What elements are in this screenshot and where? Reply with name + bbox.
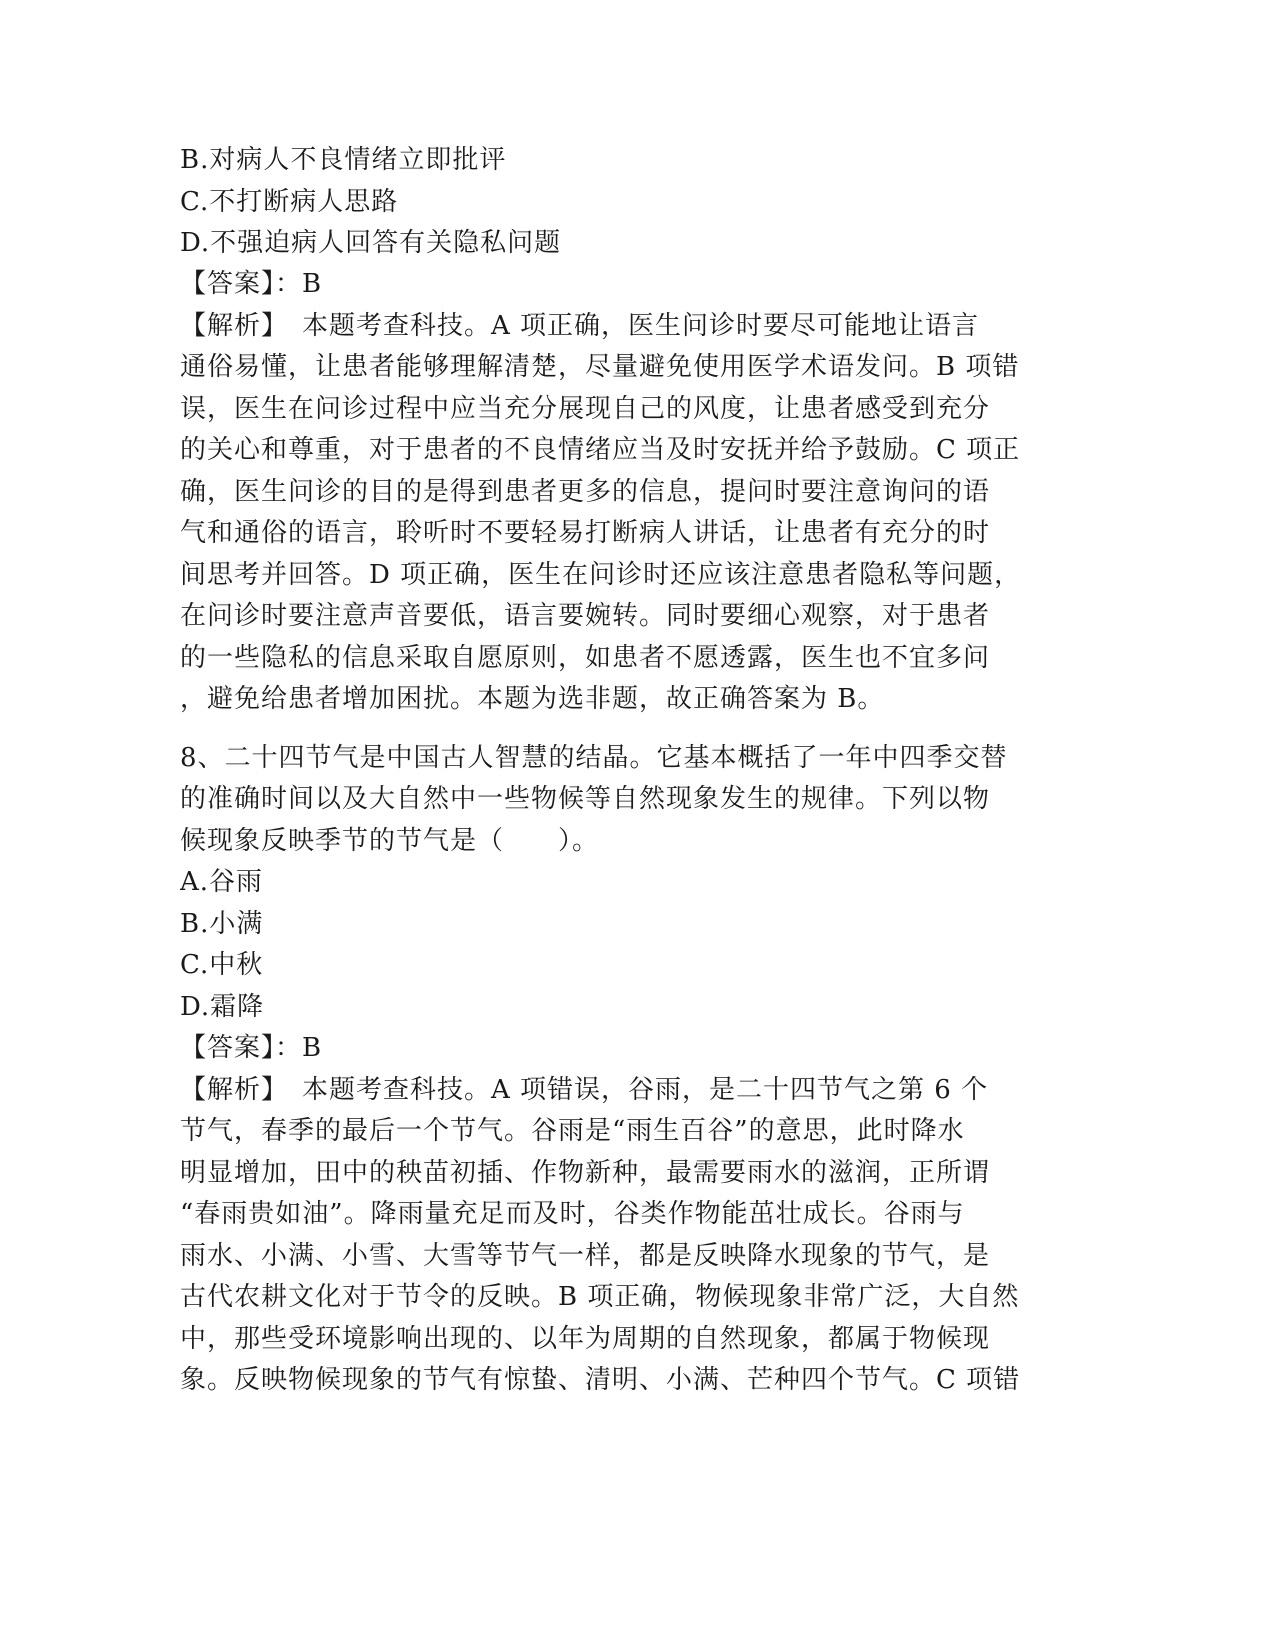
q8-analysis-line: 中，那些受环境影响出现的、以年为周期的自然现象，都属于物候现: [180, 1324, 991, 1354]
q8-analysis-line: 节气，春季的最后一个节气。谷雨是“雨生百谷”的意思，此时降水: [180, 1116, 965, 1146]
q7-analysis-line: 在问诊时要注意声音要低，语言要婉转。同时要细心观察，对于患者: [180, 601, 991, 631]
q8-analysis-line: 雨水、小满、小雪、大雪等节气一样，都是反映降水现象的节气，是: [180, 1241, 991, 1271]
q8-analysis-line: 明显增加，田中的秧苗初插、作物新种，最需要雨水的滋润，正所谓: [180, 1158, 991, 1188]
q8-answer: 【答案】：B: [180, 1033, 323, 1063]
q8-analysis-line: 古代农耕文化对于节令的反映。B 项正确，物候现象非常广泛，大自然: [180, 1282, 1020, 1312]
q8-option-a: A.谷雨: [180, 867, 264, 897]
q8-option-c: C.中秋: [180, 950, 264, 980]
q7-option-c: C.不打断病人思路: [180, 187, 399, 217]
q8-analysis-line: 【解析】 本题考查科技。A 项错误，谷雨，是二十四节气之第 6 个: [180, 1075, 989, 1105]
q7-answer: 【答案】：B: [180, 269, 323, 299]
q7-analysis-line: 误，医生在问诊过程中应当充分展现自己的风度，让患者感受到充分: [180, 394, 991, 424]
q7-analysis-line: 的一些隐私的信息采取自愿原则，如患者不愿透露，医生也不宜多问: [180, 643, 991, 673]
q8-question-line: 候现象反映季节的节气是（ ）。: [180, 826, 600, 856]
q7-analysis-line: 气和通俗的语言，聆听时不要轻易打断病人讲话，让患者有充分的时: [180, 518, 991, 548]
q8-analysis-line: “春雨贵如油”。降雨量充足而及时，谷类作物能茁壮成长。谷雨与: [180, 1199, 965, 1229]
q7-analysis-line: ，避免给患者增加困扰。本题为选非题，故正确答案为 B。: [180, 684, 885, 714]
q8-question-line: 的准确时间以及大自然中一些物候等自然现象发生的规律。下列以物: [180, 784, 991, 814]
q7-analysis-line: 【解析】 本题考查科技。A 项正确，医生问诊时要尽可能地让语言: [180, 311, 980, 341]
q8-analysis-line: 象。反映物候现象的节气有惊蛰、清明、小满、芒种四个节气。C 项错: [180, 1365, 1021, 1395]
q7-analysis-line: 的关心和尊重，对于患者的不良情绪应当及时安抚并给予鼓励。C 项正: [180, 435, 1021, 465]
q7-analysis-line: 通俗易懂，让患者能够理解清楚，尽量避免使用医学术语发问。B 项错: [180, 352, 1020, 382]
q7-analysis-line: 确，医生问诊的目的是得到患者更多的信息，提问时要注意询问的语: [180, 477, 991, 507]
q7-analysis-line: 间思考并回答。D 项正确，医生在问诊时还应该注意患者隐私等问题，: [180, 560, 1022, 590]
q7-option-b: B.对病人不良情绪立即批评: [180, 145, 507, 175]
q7-option-d: D.不强迫病人回答有关隐私问题: [180, 228, 562, 258]
q8-question-line: 8、二十四节气是中国古人智慧的结晶。它基本概括了一年中四季交替: [180, 743, 1008, 773]
q8-option-b: B.小满: [180, 909, 264, 939]
q8-option-d: D.霜降: [180, 992, 265, 1022]
